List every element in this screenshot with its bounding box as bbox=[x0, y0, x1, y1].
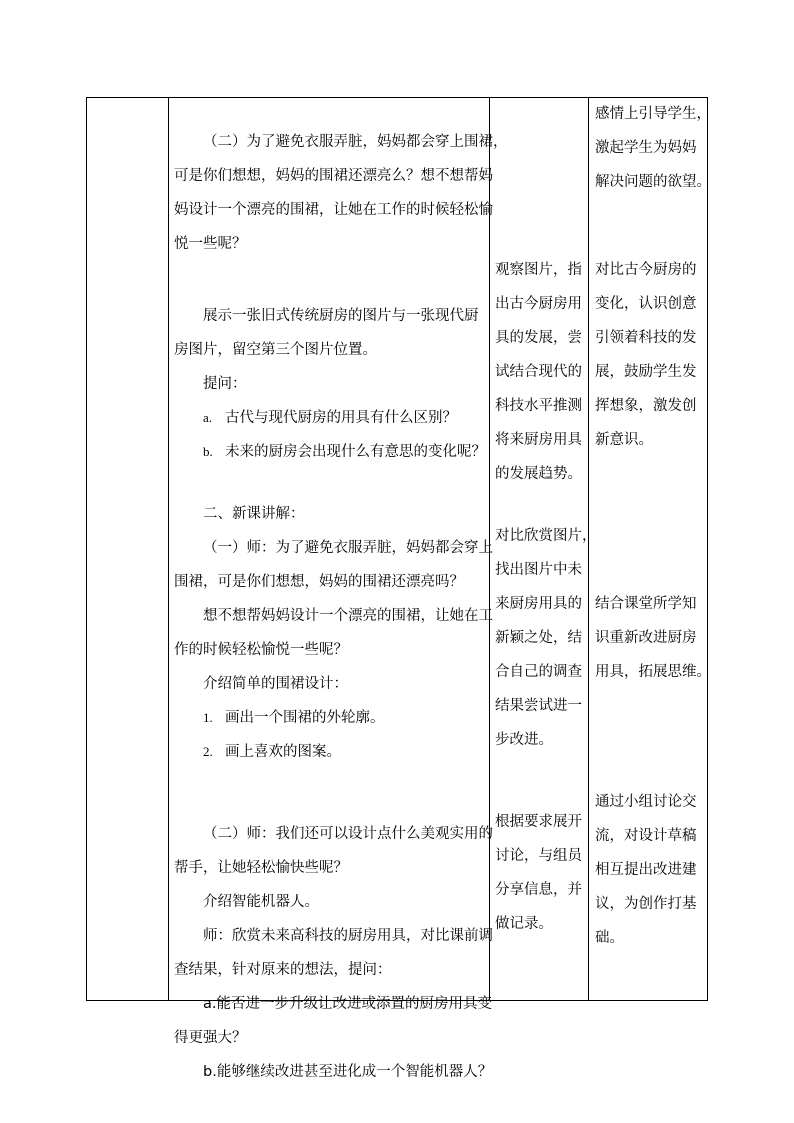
text-line: 想不想帮妈妈设计一个漂亮的围裙，让她在工 bbox=[203, 608, 493, 624]
text-line: 础。 bbox=[595, 930, 624, 946]
step-item bbox=[174, 735, 483, 769]
text-line: 作的时候轻松愉悦一些呢？ bbox=[174, 642, 348, 658]
list-marker: 2. bbox=[203, 744, 213, 759]
text-line: 悦一些呢？ bbox=[174, 236, 247, 252]
question-text: 古代与现代厨房的用具有什么区别？ bbox=[225, 410, 457, 426]
text-line: 介绍简单的围裙设计： bbox=[203, 676, 348, 692]
design-intent-column bbox=[589, 97, 711, 955]
text-line: 识重新改进厨房 bbox=[595, 630, 697, 646]
text-line: 展，鼓励学生发 bbox=[595, 364, 697, 380]
teaching-process-column bbox=[168, 97, 508, 1089]
text-line: a.能否进一步升级让改进或添置的厨房用具变 bbox=[203, 996, 492, 1012]
text-line: 做记录。 bbox=[495, 916, 553, 932]
text-line: 观察图片，指 bbox=[495, 262, 582, 278]
text-line: 对比欣赏图片， bbox=[495, 528, 597, 544]
text-line: 的发展趋势。 bbox=[495, 466, 582, 482]
section-title: 二、新课讲解： bbox=[203, 506, 305, 522]
text-line: 展示一张旧式传统厨房的图片与一张现代厨 bbox=[203, 308, 479, 324]
text-line: 可是你们想想，妈妈的围裙还漂亮么？想不想帮妈 bbox=[174, 168, 493, 184]
text-line: 分享信息，并 bbox=[495, 882, 582, 898]
text-line: 用具，拓展思维。 bbox=[595, 664, 711, 680]
text-line: 新颖之处，结 bbox=[495, 630, 582, 646]
text-line: （二）师：我们还可以设计点什么美观实用的 bbox=[203, 826, 493, 842]
text-line: b.能够继续改进甚至进化成一个智能机器人？ bbox=[203, 1064, 493, 1080]
text-line: （一）师：为了避免衣服弄脏，妈妈都会穿上 bbox=[203, 540, 493, 556]
text-line: 挥想象，激发创 bbox=[595, 398, 697, 414]
step-item bbox=[174, 701, 483, 735]
text-line: 结果尝试进一 bbox=[495, 698, 582, 714]
text-line: 将来厨房用具 bbox=[495, 432, 582, 448]
text-line: 找出图片中未 bbox=[495, 562, 582, 578]
text-line: 围裙，可是你们想想，妈妈的围裙还漂亮吗？ bbox=[174, 574, 464, 590]
text-line: （二）为了避免衣服弄脏，妈妈都会穿上围裙， bbox=[203, 134, 508, 150]
text-line: 变化，认识创意 bbox=[595, 296, 697, 312]
text-line: 对比古今厨房的 bbox=[595, 262, 697, 278]
text-line: 步改进。 bbox=[495, 732, 553, 748]
text-line: 流，对设计草稿 bbox=[595, 828, 697, 844]
text-line: 合自己的调查 bbox=[495, 664, 582, 680]
text-line: 激起学生为妈妈 bbox=[595, 140, 697, 156]
text-line: 新意识。 bbox=[595, 432, 653, 448]
text-line: 根据要求展开 bbox=[495, 814, 582, 830]
text-line: 提问： bbox=[203, 376, 247, 392]
text-line: 查结果，针对原来的想法，提问： bbox=[174, 962, 392, 978]
text-line: 感情上引导学生， bbox=[595, 106, 711, 122]
text-line: 帮手，让她轻松愉快些呢？ bbox=[174, 860, 348, 876]
text-line: 妈设计一个漂亮的围裙，让她在工作的时候轻松愉 bbox=[174, 202, 493, 218]
text-line: 介绍智能机器人。 bbox=[203, 894, 319, 910]
question-item bbox=[174, 435, 486, 469]
text-line: 通过小组讨论交 bbox=[595, 794, 697, 810]
student-activity-column bbox=[490, 97, 597, 941]
step-text: 画出一个围裙的外轮廓。 bbox=[225, 710, 385, 726]
text-line: 师：欣赏未来高科技的厨房用具，对比课前调 bbox=[203, 928, 493, 944]
step-text: 画上喜欢的图案。 bbox=[225, 744, 341, 760]
list-marker: a. bbox=[203, 410, 213, 425]
text-line: 相互提出改进建 bbox=[595, 862, 697, 878]
list-marker: b. bbox=[203, 444, 213, 459]
text-line: 议，为创作打基 bbox=[595, 896, 697, 912]
text-line: 具的发展，尝 bbox=[495, 330, 582, 346]
question-item bbox=[174, 401, 483, 435]
question-text: 未来的厨房会出现什么有意思的变化呢？ bbox=[225, 444, 486, 460]
text-line: 得更强大？ bbox=[174, 1030, 247, 1046]
list-marker: 1. bbox=[203, 710, 213, 725]
text-line: 来厨房用具的 bbox=[495, 596, 582, 612]
text-line: 解决问题的欲望。 bbox=[595, 174, 711, 190]
text-line: 出古今厨房用 bbox=[495, 296, 582, 312]
text-line: 结合课堂所学知 bbox=[595, 596, 697, 612]
text-line: 房图片，留空第三个图片位置。 bbox=[174, 342, 377, 358]
text-line: 讨论，与组员 bbox=[495, 848, 582, 864]
text-line: 引领着科技的发 bbox=[595, 330, 697, 346]
text-line: 试结合现代的 bbox=[495, 364, 582, 380]
text-line: 科技水平推测 bbox=[495, 398, 582, 414]
